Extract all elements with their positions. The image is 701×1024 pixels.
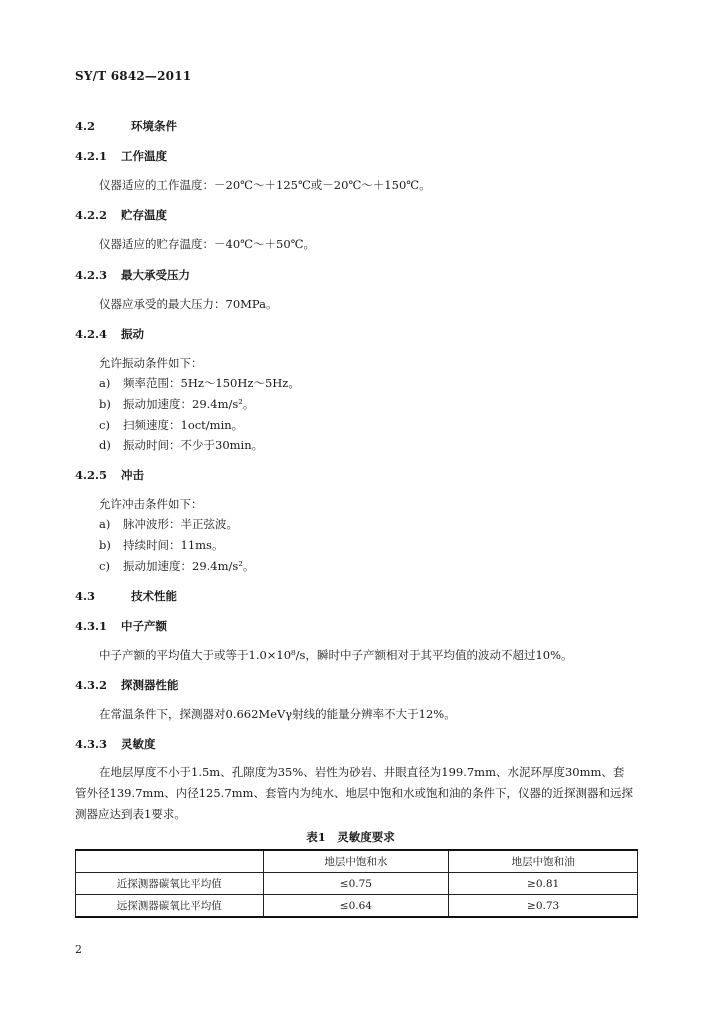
table-cell: ≥0.81 [449,873,638,895]
table-cell: 近探测器碳氧比平均值 [76,873,264,895]
table-header-row [76,850,638,873]
storage-temperature-text: 仪器适应的贮存温度：－40℃～＋50℃。 [99,237,315,251]
heading-number: 4.3.3 [75,737,108,751]
heading-title: 冲击 [121,468,144,482]
heading-title: 探测器性能 [121,678,179,692]
heading-number: 4.3.2 [75,678,108,692]
page-number: 2 [75,943,82,956]
heading-4-3 [75,588,177,604]
heading-number: 4.2.3 [75,268,108,282]
heading-title: 振动 [121,327,144,341]
table-cell: ≤0.75 [263,873,449,895]
heading-title: 环境条件 [131,119,177,133]
table-caption: 表1 灵敏度要求 [306,830,395,844]
list-text: 持续时间：11ms。 [123,538,224,552]
heading-title: 技术性能 [131,589,177,603]
list-item [99,396,254,412]
list-marker: b) [99,538,111,552]
list-item [99,558,254,574]
standard-header: SY/T 6842—2011 [75,69,192,83]
heading-4-2-1 [75,148,167,164]
table-row [76,873,638,895]
heading-4-2 [75,118,177,134]
list-item [99,417,243,433]
list-item [99,537,223,553]
heading-title: 最大承受压力 [121,268,190,282]
working-temperature-text: 仪器适应的工作温度：－20℃～＋125℃或－20℃～＋150℃。 [99,178,431,192]
list-text: 振动加速度：29.4m/s²。 [123,559,255,573]
list-marker: a) [99,517,111,531]
shock-intro: 允许冲击条件如下： [99,497,203,511]
heading-title: 工作温度 [121,149,167,163]
list-text: 扫频速度：1oct/min。 [123,418,244,432]
heading-number: 4.2.2 [75,208,108,222]
table-header-cell: 地层中饱和水 [263,850,449,873]
heading-4-2-4 [75,326,144,342]
list-item [99,516,238,532]
heading-4-3-3 [75,736,156,752]
list-item [99,375,300,391]
detector-performance-text: 在常温条件下，探测器对0.662MeVγ射线的能量分辨率不大于12%。 [99,707,456,721]
heading-number: 4.2.4 [75,327,108,341]
heading-title: 贮存温度 [121,208,167,222]
heading-number: 4.3.1 [75,619,108,633]
heading-4-2-5 [75,467,144,483]
sensitivity-text: 在地层厚度不小于1.5m、孔隙度为35%、岩性为砂岩、井眼直径为199.7mm、水泥环厚度30mm、套管外径139.7mm、内径125.7mm、套管内为纯水、地层中饱和水或饱和油的条件下，仪器的近探测器和远探测器应达到表1要求。 [75,765,633,821]
list-text: 脉冲波形：半正弦波。 [123,517,238,531]
max-pressure-text: 仪器应承受的最大压力：70MPa。 [99,297,278,311]
list-text: 振动加速度：29.4m/s²。 [123,397,255,411]
heading-4-3-1 [75,618,167,634]
heading-number: 4.2.1 [75,149,108,163]
table-cell: 远探测器碳氧比平均值 [76,895,264,918]
list-marker: a) [99,376,111,390]
heading-4-2-3 [75,267,190,283]
table-header-cell [76,850,264,873]
table-cell: ≤0.64 [263,895,449,918]
list-marker: c) [99,418,110,432]
heading-number: 4.3 [75,589,96,603]
table-row [76,895,638,918]
heading-4-2-2 [75,207,167,223]
heading-4-3-2 [75,677,179,693]
vibration-intro: 允许振动条件如下： [99,356,203,370]
heading-number: 4.2.5 [75,468,108,482]
list-marker: b) [99,397,111,411]
list-text: 振动时间：不少于30min。 [123,438,264,452]
heading-number: 4.2 [75,119,96,133]
table-cell: ≥0.73 [449,895,638,918]
list-text: 频率范围：5Hz～150Hz～5Hz。 [123,376,300,390]
heading-title: 中子产额 [121,619,167,633]
heading-title: 灵敏度 [121,737,156,751]
list-item [99,437,263,453]
sensitivity-table [75,849,638,918]
table-header-cell: 地层中饱和油 [449,850,638,873]
list-marker: c) [99,559,110,573]
neutron-yield-text: 中子产额的平均值大于或等于1.0×10⁸/s，瞬时中子产额相对于其平均值的波动不超过10%。 [99,648,573,662]
list-marker: d) [99,438,111,452]
